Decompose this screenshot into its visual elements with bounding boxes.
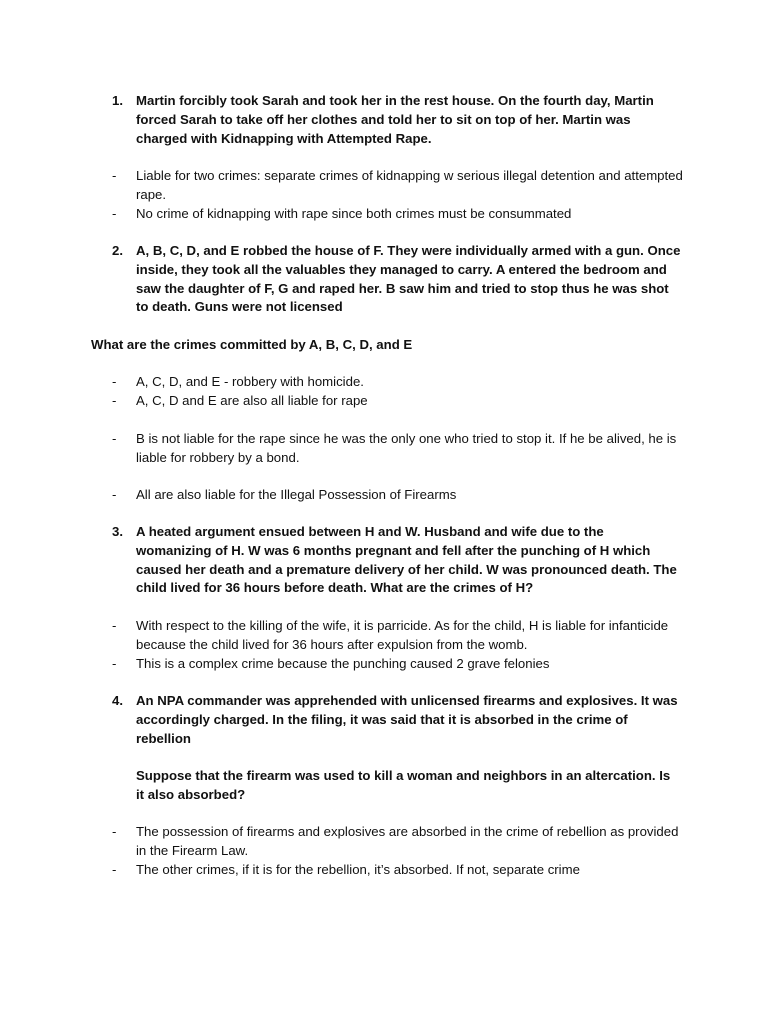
bullet-item bbox=[112, 486, 684, 505]
bullet-dash: - bbox=[112, 824, 117, 839]
bullet-item bbox=[112, 430, 684, 468]
bullet-text: All are also liable for the Illegal Possession of Firearms bbox=[136, 487, 457, 502]
question-text: A, B, C, D, and E robbed the house of F. They were individually armed with a gun. Once inside, they took all the valuables they managed to carry. A entered the bedroom and saw the daughter of F, G and raped her. B saw him and tried to stop thus he was shot to death. Guns were not licensed bbox=[136, 243, 681, 315]
bullet-item bbox=[112, 392, 684, 411]
bullet-item bbox=[112, 617, 684, 655]
question-1 bbox=[112, 92, 681, 148]
bullet-item bbox=[112, 373, 684, 392]
bullet-item bbox=[112, 861, 684, 880]
bullet-text: A, C, D, and E - robbery with homicide. bbox=[136, 374, 364, 389]
question-text: An NPA commander was apprehended with unlicensed firearms and explosives. It was accordingly charged. In the filing, it was said that it is absorbed in the crime of rebellion bbox=[136, 693, 678, 746]
question-number: 1. bbox=[112, 93, 123, 108]
question-2 bbox=[112, 242, 681, 317]
bullet-text: This is a complex crime because the punching caused 2 grave felonies bbox=[136, 656, 550, 671]
bullet-dash: - bbox=[112, 374, 117, 389]
bullet-text: Liable for two crimes: separate crimes of kidnapping w serious illegal detention and attempted rape. bbox=[136, 168, 683, 202]
question-4 bbox=[112, 692, 681, 748]
question-number: 4. bbox=[112, 693, 123, 708]
bullet-dash: - bbox=[112, 431, 117, 446]
bullet-text: B is not liable for the rape since he was the only one who tried to stop it. If he be alived, he is liable for robbery by a bond. bbox=[136, 431, 677, 465]
bullet-text: The other crimes, if it is for the rebellion, it’s absorbed. If not, separate crime bbox=[136, 862, 580, 877]
bullet-item bbox=[112, 205, 684, 224]
bullet-dash: - bbox=[112, 656, 117, 671]
bullet-text: A, C, D and E are also all liable for rape bbox=[136, 393, 368, 408]
bullet-dash: - bbox=[112, 206, 117, 221]
bullet-dash: - bbox=[112, 393, 117, 408]
bullet-dash: - bbox=[112, 862, 117, 877]
question-text: Martin forcibly took Sarah and took her in the rest house. On the fourth day, Martin forced Sarah to take off her clothes and told her to sit on top of her. Martin was charged with Kidnapping with Attempted Rape. bbox=[136, 93, 654, 146]
question-number: 2. bbox=[112, 243, 123, 258]
question-3 bbox=[112, 523, 681, 598]
bullet-dash: - bbox=[112, 618, 117, 633]
bullet-text: The possession of firearms and explosives are absorbed in the crime of rebellion as provided in the Firearm Law. bbox=[136, 824, 679, 858]
bullet-item bbox=[112, 167, 684, 205]
bullet-item bbox=[112, 823, 684, 861]
bullet-dash: - bbox=[112, 487, 117, 502]
section-heading: What are the crimes committed by A, B, C, D, and E bbox=[91, 337, 413, 352]
bullet-dash: - bbox=[112, 168, 117, 183]
bullet-text: No crime of kidnapping with rape since both crimes must be consummated bbox=[136, 206, 572, 221]
question-text: A heated argument ensued between H and W. Husband and wife due to the womanizing of H. W was 6 months pregnant and fell after the punching of H which caused her death and a premature delivery of her child. W was pronounced death. The child lived for 36 hours before death. What are the crimes of H? bbox=[136, 524, 677, 596]
question-number: 3. bbox=[112, 524, 123, 539]
bullet-text: With respect to the killing of the wife, it is parricide. As for the child, H is liable for infanticide because the child lived for 36 hours after expulsion from the womb. bbox=[136, 618, 669, 652]
followup-question: Suppose that the firearm was used to kill a woman and neighbors in an altercation. Is it also absorbed? bbox=[136, 768, 671, 802]
bullet-item bbox=[112, 655, 684, 674]
